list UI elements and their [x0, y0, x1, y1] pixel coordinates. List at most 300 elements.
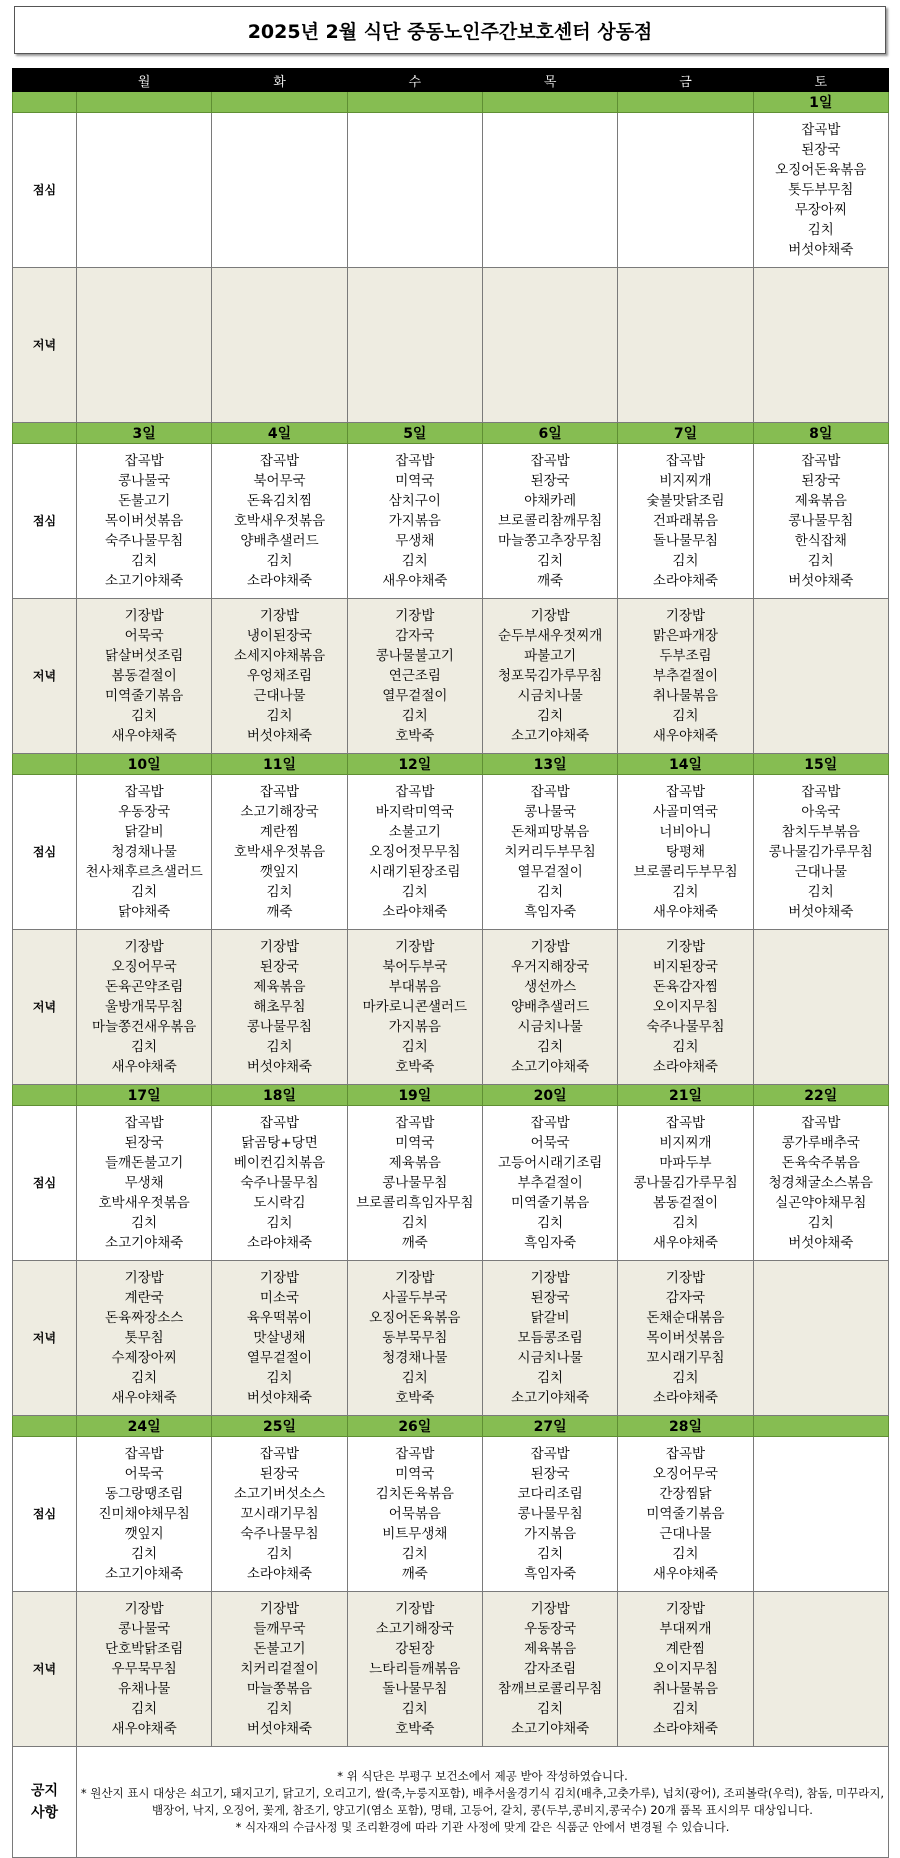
dinner-menu-cell — [347, 1261, 482, 1416]
menu-item: 김치 — [266, 1215, 293, 1231]
notice-line: * 위 식단은 부평구 보건소에서 제공 받아 작성하였습니다. — [337, 1769, 628, 1783]
menu-item: 콩나물국 — [118, 473, 171, 489]
menu-item: 버섯야채죽 — [246, 1721, 313, 1737]
menu-item: 해초무침 — [253, 999, 306, 1015]
menu-item: 잡곡밥 — [665, 453, 706, 469]
menu-item: 어묵국 — [124, 628, 164, 644]
dinner-label: 저녁 — [13, 599, 77, 754]
date-row — [13, 1416, 889, 1437]
lunch-menu-cell — [482, 1106, 617, 1261]
menu-item: 우엉채조림 — [246, 668, 313, 684]
menu-item: 사골두부국 — [382, 1290, 448, 1306]
menu-item: 바지락미역국 — [375, 804, 454, 820]
dinner-menu-cell — [212, 599, 347, 754]
menu-item: 치커리두부무침 — [504, 844, 596, 860]
menu-item: 무생채 — [124, 1175, 164, 1191]
menu-item: 연근조림 — [388, 668, 441, 684]
dinner-menu-cell — [753, 599, 888, 754]
date-cell — [77, 92, 212, 113]
menu-item: 기장밥 — [665, 1601, 706, 1617]
menu-item: 숙주나물무침 — [105, 533, 184, 549]
menu-item: 콩나물무침 — [246, 1019, 313, 1035]
menu-item: 기장밥 — [124, 1270, 164, 1286]
menu-item: 김치 — [807, 1215, 834, 1231]
menu-item: 버섯야채죽 — [246, 728, 313, 744]
menu-item: 잡곡밥 — [530, 1115, 570, 1131]
dinner-menu-cell — [77, 1261, 212, 1416]
menu-item: 소고기야채죽 — [511, 1390, 590, 1406]
lunch-row — [13, 775, 889, 930]
date-cell: 18일 — [212, 1085, 347, 1106]
menu-item: 계란국 — [124, 1290, 164, 1306]
menu-item: 된장국 — [530, 1290, 570, 1306]
menu-item: 김치 — [672, 1215, 699, 1231]
menu-item: 우무묵무침 — [111, 1661, 177, 1677]
date-row-label — [13, 423, 77, 444]
menu-item: 잡곡밥 — [124, 453, 164, 469]
menu-item: 취나물볶음 — [652, 1681, 719, 1697]
menu-item: 잡곡밥 — [665, 1446, 706, 1462]
menu-item: 기장밥 — [530, 939, 570, 955]
menu-item: 김치 — [807, 222, 834, 238]
date-cell — [347, 92, 482, 113]
dinner-menu-cell — [77, 1592, 212, 1747]
menu-item: 호박죽 — [395, 1059, 435, 1075]
menu-item: 새우야채죽 — [652, 904, 719, 920]
date-cell: 28일 — [618, 1416, 753, 1437]
menu-item: 숙주나물무침 — [240, 1175, 319, 1191]
menu-item: 브로콜리흑임자무침 — [356, 1195, 474, 1211]
dinner-menu-cell — [482, 268, 617, 423]
menu-item: 잡곡밥 — [801, 784, 841, 800]
menu-item: 김치 — [266, 1701, 293, 1717]
dinner-menu-cell — [753, 268, 888, 423]
notice-label — [13, 1747, 77, 1858]
dinner-row — [13, 1592, 889, 1747]
date-cell — [753, 1416, 888, 1437]
lunch-menu-cell — [347, 113, 482, 268]
date-row — [13, 1085, 889, 1106]
dinner-menu-cell — [347, 1592, 482, 1747]
menu-item: 버섯야채죽 — [246, 1390, 313, 1406]
menu-item: 강된장 — [395, 1641, 435, 1657]
menu-item: 미역줄기볶음 — [646, 1506, 725, 1522]
menu-item: 감자국 — [395, 628, 435, 644]
menu-item: 부추겉절이 — [517, 1175, 583, 1191]
menu-item: 진미채야채무침 — [98, 1506, 190, 1522]
menu-item: 잡곡밥 — [124, 1115, 164, 1131]
menu-item: 닭살버섯조림 — [105, 648, 184, 664]
weekday-tue: 화 — [212, 69, 347, 92]
menu-item: 청포묵김가루무침 — [497, 668, 603, 684]
menu-item: 미소국 — [259, 1290, 300, 1306]
lunch-label: 점심 — [13, 1437, 77, 1592]
date-cell: 22일 — [753, 1085, 888, 1106]
menu-item: 소라야채죽 — [652, 1390, 719, 1406]
menu-item: 어묵볶음 — [388, 1506, 441, 1522]
menu-item: 기장밥 — [530, 1601, 570, 1617]
lunch-menu-cell — [753, 1437, 888, 1592]
menu-item: 김치 — [672, 1370, 699, 1386]
notice-line: 뱀장어, 낙지, 오징어, 꽃게, 참조기, 양고기(염소 포함), 명태, 고등어, 갈치, 콩(두부,콩비지,콩국수) 20개 품목 표시의무 대상입니다. — [152, 1803, 813, 1817]
date-cell: 13일 — [482, 754, 617, 775]
menu-item: 돈채순대볶음 — [646, 1310, 725, 1326]
menu-item: 소불고기 — [388, 824, 441, 840]
menu-item: 콩나물김가루무침 — [633, 1175, 738, 1191]
menu-item: 잡곡밥 — [801, 1115, 841, 1131]
dinner-menu-cell — [753, 1592, 888, 1747]
date-cell: 14일 — [618, 754, 753, 775]
menu-item: 청경채굴소스볶음 — [768, 1175, 873, 1191]
menu-item: 동그랑땡조림 — [105, 1486, 184, 1502]
date-cell: 26일 — [347, 1416, 482, 1437]
menu-item: 김치 — [537, 553, 564, 569]
lunch-menu-cell — [753, 775, 888, 930]
menu-item: 가지볶음 — [388, 1019, 441, 1035]
dinner-menu-cell — [77, 930, 212, 1085]
menu-item: 가지볶음 — [388, 513, 441, 529]
menu-item: 김치 — [672, 884, 699, 900]
menu-item: 소고기야채죽 — [511, 728, 590, 744]
menu-item: 돈육곤약조림 — [105, 979, 184, 995]
menu-item: 깨죽 — [401, 1235, 428, 1251]
menu-item: 소세지야채볶음 — [233, 648, 326, 664]
date-cell: 7일 — [618, 423, 753, 444]
lunch-row — [13, 113, 889, 268]
menu-item: 미역줄기볶음 — [511, 1195, 590, 1211]
menu-item: 마늘쫑건새우볶음 — [92, 1019, 197, 1035]
menu-item: 근대나물 — [253, 688, 306, 704]
menu-item: 새우야채죽 — [111, 1390, 177, 1406]
menu-item: 간장찜닭 — [659, 1486, 712, 1502]
menu-item: 톳두부무침 — [788, 182, 854, 198]
menu-item: 소고기해장국 — [240, 804, 319, 820]
menu-item: 생선까스 — [524, 979, 577, 995]
menu-item: 김치 — [401, 1370, 428, 1386]
lunch-label: 점심 — [13, 444, 77, 599]
menu-item: 잡곡밥 — [395, 1115, 435, 1131]
menu-item: 근대나물 — [794, 864, 847, 880]
menu-item: 된장국 — [801, 473, 841, 489]
menu-item: 잡곡밥 — [530, 784, 570, 800]
dinner-menu-cell — [482, 1592, 617, 1747]
lunch-menu-cell — [347, 1106, 482, 1261]
menu-item: 깨죽 — [537, 573, 564, 589]
date-cell: 5일 — [347, 423, 482, 444]
menu-item: 버섯야채죽 — [788, 242, 854, 258]
menu-item: 소라야채죽 — [652, 1721, 719, 1737]
menu-item: 된장국 — [530, 1466, 570, 1482]
date-cell: 4일 — [212, 423, 347, 444]
menu-item: 김치 — [401, 1701, 428, 1717]
menu-item: 소라야채죽 — [652, 573, 719, 589]
menu-item: 김치돈육볶음 — [375, 1486, 454, 1502]
dinner-menu-cell — [212, 930, 347, 1085]
menu-item: 참치두부볶음 — [781, 824, 860, 840]
menu-item: 새우야채죽 — [111, 728, 177, 744]
menu-item: 잡곡밥 — [801, 122, 841, 138]
menu-item: 단호박닭조림 — [105, 1641, 184, 1657]
menu-item: 김치 — [401, 1215, 428, 1231]
dinner-menu-cell — [347, 268, 482, 423]
lunch-menu-cell — [618, 775, 753, 930]
menu-item: 한식잡채 — [794, 533, 847, 549]
dinner-row — [13, 1261, 889, 1416]
menu-item: 천사채후르츠샐러드 — [85, 864, 203, 880]
menu-item: 깻잎지 — [124, 1526, 164, 1542]
dinner-row — [13, 268, 889, 423]
weekday-sat: 토 — [753, 69, 888, 92]
menu-item: 기장밥 — [395, 608, 435, 624]
menu-item: 김치 — [537, 1370, 564, 1386]
menu-item: 돈채피망볶음 — [511, 824, 590, 840]
menu-item: 야채카레 — [524, 493, 577, 509]
lunch-menu-cell — [212, 775, 347, 930]
menu-item: 열무겉절이 — [517, 864, 583, 880]
menu-item: 마카로니콘샐러드 — [362, 999, 467, 1015]
menu-item: 소라야채죽 — [652, 1059, 719, 1075]
menu-item: 기장밥 — [665, 608, 706, 624]
menu-item: 참깨브로콜리무침 — [497, 1681, 603, 1697]
menu-item: 콩나물국 — [118, 1621, 171, 1637]
menu-item: 북어무국 — [253, 473, 306, 489]
menu-item: 김치 — [131, 884, 158, 900]
menu-item: 김치 — [672, 1039, 699, 1055]
menu-item: 돈불고기 — [118, 493, 171, 509]
menu-item: 냉이된장국 — [246, 628, 313, 644]
menu-item: 닭갈비 — [530, 1310, 570, 1326]
menu-item: 김치 — [266, 1546, 293, 1562]
lunch-label: 점심 — [13, 775, 77, 930]
menu-item: 잡곡밥 — [124, 784, 164, 800]
lunch-menu-cell — [347, 775, 482, 930]
menu-item: 새우야채죽 — [652, 1235, 719, 1251]
menu-item: 버섯야채죽 — [788, 1235, 854, 1251]
notice-text — [77, 1747, 889, 1858]
menu-item: 김치 — [537, 708, 564, 724]
menu-item: 새우야채죽 — [111, 1721, 177, 1737]
dinner-label: 저녁 — [13, 1261, 77, 1416]
menu-item: 기장밥 — [124, 939, 164, 955]
lunch-menu-cell — [212, 1437, 347, 1592]
notice-row — [13, 1747, 889, 1858]
menu-item: 미역국 — [395, 473, 435, 489]
menu-item: 맑은파개장 — [652, 628, 719, 644]
lunch-row — [13, 1106, 889, 1261]
menu-item: 감자조림 — [524, 1661, 577, 1677]
menu-item: 김치 — [537, 1701, 564, 1717]
menu-item: 김치 — [131, 553, 158, 569]
date-cell: 10일 — [77, 754, 212, 775]
date-row-label — [13, 92, 77, 113]
menu-item: 우동장국 — [524, 1621, 577, 1637]
menu-item: 잡곡밥 — [259, 1115, 300, 1131]
menu-item: 소고기야채죽 — [511, 1721, 590, 1737]
menu-item: 오징어무국 — [652, 1466, 719, 1482]
lunch-label: 점심 — [13, 113, 77, 268]
menu-item: 마파두부 — [659, 1155, 712, 1171]
menu-item: 오징어돈육볶음 — [775, 162, 867, 178]
menu-item: 깨죽 — [401, 1566, 428, 1582]
menu-item: 어묵국 — [124, 1466, 164, 1482]
date-cell: 3일 — [77, 423, 212, 444]
menu-item: 가지볶음 — [524, 1526, 577, 1542]
lunch-menu-cell — [482, 1437, 617, 1592]
date-cell: 11일 — [212, 754, 347, 775]
menu-item: 잡곡밥 — [665, 784, 706, 800]
menu-item: 호박죽 — [395, 1390, 435, 1406]
menu-item: 무생채 — [395, 533, 435, 549]
menu-item: 새우야채죽 — [652, 728, 719, 744]
menu-item: 맛살냉채 — [253, 1330, 306, 1346]
menu-item: 오징어무국 — [111, 959, 177, 975]
date-cell — [212, 92, 347, 113]
menu-item: 봄동겉절이 — [111, 668, 177, 684]
menu-item: 탕평채 — [665, 844, 706, 860]
menu-item: 소고기야채죽 — [105, 573, 184, 589]
lunch-row — [13, 444, 889, 599]
dinner-label: 저녁 — [13, 930, 77, 1085]
weekday-wed: 수 — [347, 69, 482, 92]
menu-item: 도시락김 — [253, 1195, 306, 1211]
menu-item: 치커리겉절이 — [240, 1661, 319, 1677]
menu-item: 삼치구이 — [388, 493, 441, 509]
menu-item: 잡곡밥 — [801, 453, 841, 469]
lunch-menu-cell — [212, 444, 347, 599]
dinner-label: 저녁 — [13, 1592, 77, 1747]
menu-item: 기장밥 — [124, 608, 164, 624]
menu-item: 된장국 — [259, 1466, 300, 1482]
dinner-menu-cell — [482, 599, 617, 754]
menu-item: 시금치나물 — [517, 1019, 583, 1035]
menu-item: 김치 — [266, 1370, 293, 1386]
lunch-menu-cell — [482, 775, 617, 930]
menu-item: 오징어돈육볶음 — [369, 1310, 461, 1326]
menu-item: 잡곡밥 — [530, 1446, 570, 1462]
menu-item: 김치 — [672, 1546, 699, 1562]
page-title: 2025년 2월 식단 중동노인주간보호센터 상동점 — [14, 6, 886, 54]
lunch-menu-cell — [77, 1106, 212, 1261]
menu-item: 열무겉절이 — [246, 1350, 313, 1366]
menu-item: 버섯야채죽 — [246, 1059, 313, 1075]
menu-item: 양배추샐러드 — [240, 533, 319, 549]
notice-line: * 원산지 표시 대상은 쇠고기, 돼지고기, 닭고기, 오리고기, 쌀(죽,누룽지포함), 배추서울경기식 김치(배추,고춧가루), 넙치(광어), 조피볼락(우럭), 참돔, 미꾸라지, — [80, 1786, 885, 1800]
menu-item: 김치 — [131, 1039, 158, 1055]
menu-item: 소고기야채죽 — [105, 1235, 184, 1251]
menu-item: 비지찌개 — [659, 1135, 712, 1151]
menu-item: 잡곡밥 — [259, 453, 300, 469]
menu-item: 유채나물 — [118, 1681, 171, 1697]
date-cell: 19일 — [347, 1085, 482, 1106]
menu-item: 마늘쫑볶음 — [246, 1681, 313, 1697]
menu-item: 콩나물무침 — [517, 1506, 583, 1522]
menu-table — [12, 68, 889, 1858]
corner-cell — [13, 69, 77, 92]
menu-item: 계란찜 — [259, 824, 300, 840]
menu-item: 목이버섯볶음 — [105, 513, 184, 529]
menu-item: 김치 — [131, 1701, 158, 1717]
menu-item: 들깨돈불고기 — [105, 1155, 184, 1171]
menu-item: 우동장국 — [118, 804, 171, 820]
menu-item: 닭야채죽 — [118, 904, 171, 920]
menu-item: 콩나물무침 — [382, 1175, 448, 1191]
menu-item: 제육볶음 — [388, 1155, 441, 1171]
menu-item: 기장밥 — [259, 608, 300, 624]
menu-item: 잡곡밥 — [395, 1446, 435, 1462]
dinner-menu-cell — [618, 1261, 753, 1416]
menu-item: 콩나물무침 — [788, 513, 854, 529]
menu-item: 기장밥 — [665, 939, 706, 955]
lunch-menu-cell — [618, 113, 753, 268]
menu-item: 숯불맛닭조림 — [646, 493, 725, 509]
menu-item: 부대볶음 — [388, 979, 441, 995]
menu-item: 숙주나물무침 — [240, 1526, 319, 1542]
lunch-row — [13, 1437, 889, 1592]
dinner-menu-cell — [482, 930, 617, 1085]
lunch-menu-cell — [482, 444, 617, 599]
menu-item: 북어두부국 — [382, 959, 448, 975]
menu-item: 시금치나물 — [517, 688, 583, 704]
menu-item: 아욱국 — [801, 804, 841, 820]
menu-item: 취나물볶음 — [652, 688, 719, 704]
menu-item: 된장국 — [259, 959, 300, 975]
menu-item: 제육볶음 — [524, 1641, 577, 1657]
menu-item: 비지된장국 — [652, 959, 719, 975]
lunch-menu-cell — [618, 1437, 753, 1592]
menu-item: 기장밥 — [259, 939, 300, 955]
menu-item: 호박새우젓볶음 — [233, 513, 326, 529]
date-cell: 24일 — [77, 1416, 212, 1437]
menu-item: 잡곡밥 — [395, 784, 435, 800]
menu-item: 브로콜리두부무침 — [633, 864, 738, 880]
menu-item: 기장밥 — [259, 1601, 300, 1617]
menu-item: 소고기야채죽 — [511, 1059, 590, 1075]
menu-item: 시래기된장조림 — [369, 864, 461, 880]
menu-item: 김치 — [131, 1546, 158, 1562]
menu-item: 사골미역국 — [652, 804, 719, 820]
menu-item: 잡곡밥 — [665, 1115, 706, 1131]
menu-item: 깻잎지 — [259, 864, 300, 880]
menu-item: 모듬콩조림 — [517, 1330, 583, 1346]
dinner-menu-cell — [482, 1261, 617, 1416]
menu-item: 호박죽 — [395, 1721, 435, 1737]
menu-item: 김치 — [672, 708, 699, 724]
menu-item: 소라야채죽 — [382, 904, 448, 920]
menu-item: 잡곡밥 — [259, 1446, 300, 1462]
lunch-menu-cell — [753, 1106, 888, 1261]
menu-item: 마늘쫑고추장무침 — [497, 533, 603, 549]
dinner-menu-cell — [212, 1592, 347, 1747]
menu-item: 깨죽 — [266, 904, 293, 920]
date-row-label — [13, 754, 77, 775]
date-cell: 27일 — [482, 1416, 617, 1437]
menu-item: 울방개묵무침 — [105, 999, 184, 1015]
menu-item: 잡곡밥 — [530, 453, 570, 469]
menu-item: 계란찜 — [665, 1641, 706, 1657]
date-cell: 21일 — [618, 1085, 753, 1106]
menu-item: 된장국 — [124, 1135, 164, 1151]
lunch-menu-cell — [77, 1437, 212, 1592]
menu-item: 잡곡밥 — [395, 453, 435, 469]
notice-label-line: 공지 — [30, 1783, 59, 1799]
dinner-menu-cell — [347, 599, 482, 754]
menu-item: 오이지무침 — [652, 999, 719, 1015]
date-cell: 25일 — [212, 1416, 347, 1437]
menu-item: 돈육감자찜 — [652, 979, 719, 995]
dinner-menu-cell — [618, 599, 753, 754]
date-row-label — [13, 1085, 77, 1106]
menu-item: 콩가루배추국 — [781, 1135, 860, 1151]
